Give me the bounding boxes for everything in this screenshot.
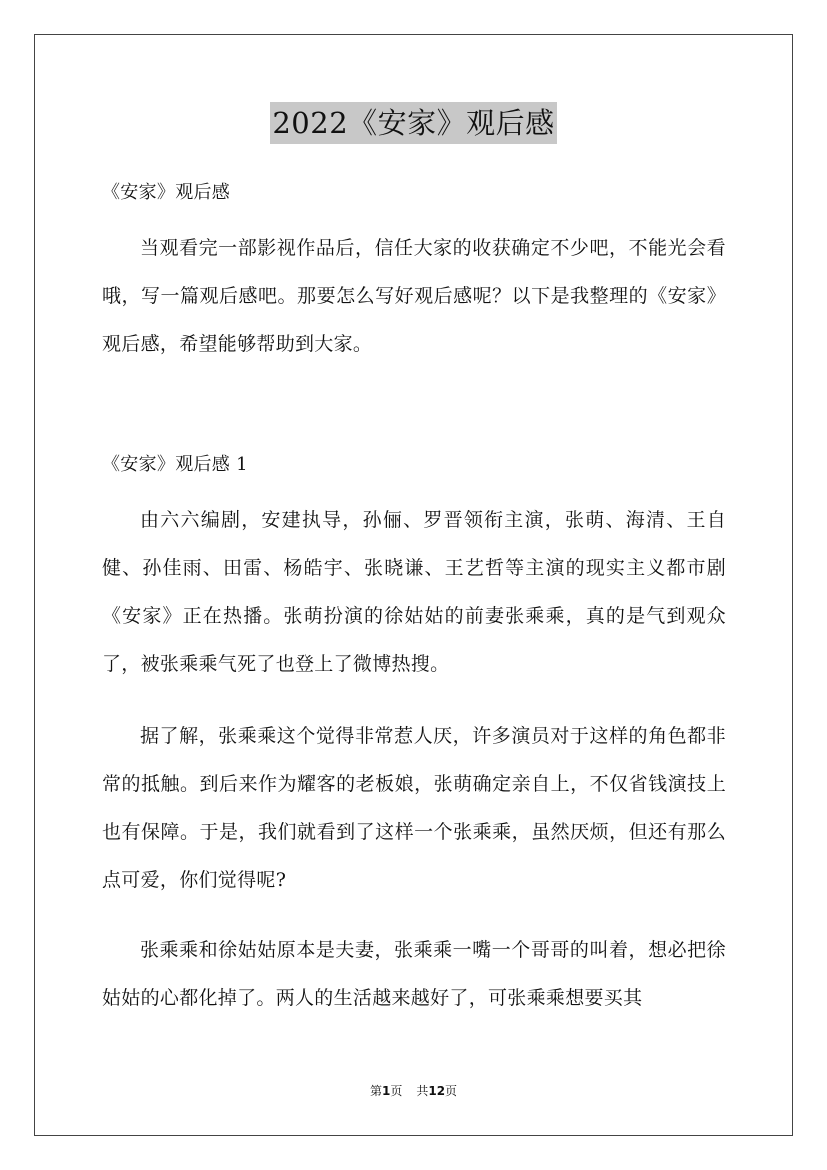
total-pages: 12 — [428, 1084, 446, 1098]
total-suffix: 页 — [445, 1084, 458, 1098]
title-container — [0, 102, 827, 144]
paragraph-2: 据了解，张乘乘这个觉得非常惹人厌，许多演员对于这样的角色都非常的抵触。到后来作为耀客的老板娘，张萌确定亲自上，不仅省钱演技上也有保障。于是，我们就看到了这样一个张乘乘，虽然厌烦，但还有那么点可爱，你们觉得呢? — [102, 725, 726, 891]
total-prefix: 共 — [416, 1084, 429, 1098]
page-prefix: 第 — [369, 1084, 382, 1098]
page-number: 1 — [381, 1084, 391, 1098]
paragraph-3: 张乘乘和徐姑姑原本是夫妻，张乘乘一嘴一个哥哥的叫着，想必把徐姑姑的心都化掉了。两人的生活越来越好了，可张乘乘想要买其 — [102, 939, 726, 1009]
page-footer — [0, 1083, 827, 1099]
paragraph-1: 由六六编剧，安建执导，孙俪、罗晋领衔主演，张萌、海清、王自健、孙佳雨、田雷、杨皓宇、张晓谦、王艺哲等主演的现实主义都市剧《安家》正在热播。张萌扮演的徐姑姑的前妻张乘乘，真的是气到观众了，被张乘乘气死了也登上了微博热搜。 — [102, 509, 726, 675]
intro-heading: 《安家》观后感 — [102, 182, 231, 203]
page-suffix: 页 — [390, 1084, 403, 1098]
section1-heading: 《安家》观后感 1 — [102, 454, 248, 475]
intro-paragraph: 当观看完一部影视作品后，信任大家的收获确定不少吧，不能光会看哦，写一篇观后感吧。那要怎么写好观后感呢？以下是我整理的《安家》观后感，希望能够帮助到大家。 — [102, 237, 726, 355]
document-title: 2022《安家》观后感 — [270, 102, 556, 144]
